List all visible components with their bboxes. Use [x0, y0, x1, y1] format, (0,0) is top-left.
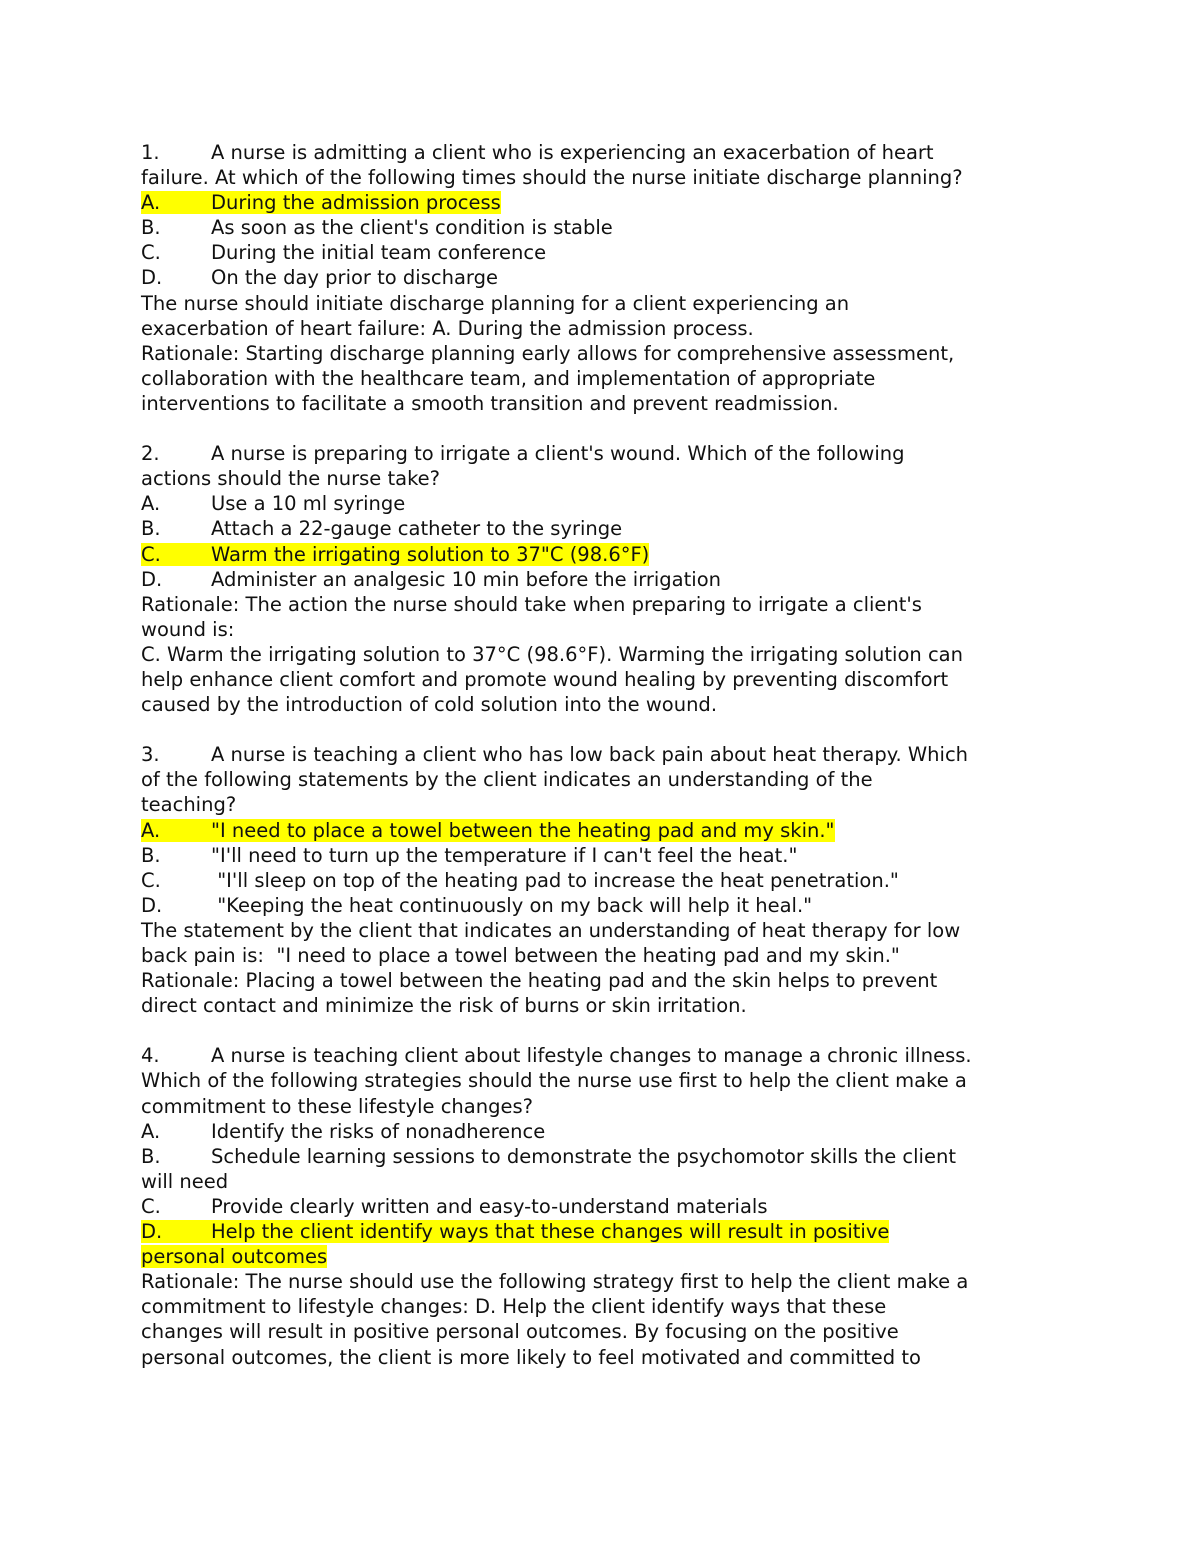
- answer-option-correct: [141, 1219, 1071, 1244]
- rationale-text: Rationale: The action the nurse should take when preparing to irrigate a client's: [141, 592, 922, 616]
- explanation-text: The nurse should initiate discharge planning for a client experiencing an: [141, 291, 850, 315]
- option-letter: B.: [141, 216, 161, 240]
- answer-option: [141, 1194, 1071, 1219]
- option-text: As soon as the client's condition is stable: [211, 216, 613, 240]
- explanation-text: back pain is: "I need to place a towel between the heating pad and my skin.": [141, 944, 900, 967]
- answer-option: [141, 868, 1071, 893]
- question-stem: Which of the following strategies should the nurse use first to help the client make a: [141, 1069, 967, 1093]
- answer-option-correct: [141, 190, 1071, 215]
- rationale-text: caused by the introduction of cold solution into the wound.: [141, 693, 718, 717]
- option-letter: D.: [141, 567, 163, 591]
- answer-option-continuation: [141, 1244, 1071, 1269]
- option-text: Identify the risks of nonadherence: [211, 1119, 546, 1143]
- paragraph-spacer: [141, 717, 1071, 742]
- option-text: Administer an analgesic 10 min before the irrigation: [211, 567, 721, 591]
- answer-option-continuation: will need: [141, 1169, 229, 1193]
- option-text: "I'll need to turn up the temperature if I can't feel the heat.": [211, 843, 798, 867]
- option-text: Schedule learning sessions to demonstrate the psychomotor skills the client: [211, 1144, 956, 1168]
- explanation-text: exacerbation of heart failure: A. During the admission process.: [141, 316, 754, 340]
- question-stem: failure. At which of the following times should the nurse initiate discharge planning?: [141, 166, 963, 190]
- option-text: Attach a 22-gauge catheter to the syringe: [211, 517, 623, 541]
- answer-option: [141, 843, 1071, 868]
- rationale-text: changes will result in positive personal outcomes. By focusing on the positive: [141, 1320, 899, 1344]
- question-stem-text: A nurse is preparing to irrigate a client's wound. Which of the following: [211, 442, 905, 466]
- rationale-text: Rationale: Starting discharge planning early allows for comprehensive assessment,: [141, 341, 955, 365]
- option-text: Help the client identify ways that these changes will result in positive: [211, 1220, 890, 1244]
- option-text: Warm the irrigating solution to 37"C (98.6°F): [211, 542, 650, 566]
- paragraph-spacer: [141, 416, 1071, 441]
- option-letter: C.: [141, 241, 161, 265]
- answer-option: [141, 491, 1071, 516]
- question-stem-text: A nurse is admitting a client who is experiencing an exacerbation of heart: [211, 141, 934, 164]
- rationale-text: Rationale: The nurse should use the following strategy first to help the client make a: [141, 1270, 969, 1294]
- answer-option: [141, 1144, 1071, 1169]
- question-number: 1.: [141, 141, 160, 164]
- option-text: During the admission process: [211, 191, 501, 215]
- option-letter: A.: [141, 492, 161, 516]
- option-letter: D.: [141, 266, 163, 290]
- question-2: [141, 441, 1071, 717]
- question-4: [141, 1043, 1071, 1369]
- rationale-text: commitment to lifestyle changes: D. Help the client identify ways that these: [141, 1295, 887, 1319]
- answer-option-correct: [141, 542, 1071, 567]
- answer-option: [141, 265, 1071, 290]
- question-number: 4.: [141, 1044, 160, 1068]
- question-number: 3.: [141, 743, 160, 767]
- option-text: Use a 10 ml syringe: [211, 492, 406, 516]
- question-stem: [141, 441, 1071, 466]
- option-letter: B.: [141, 517, 161, 541]
- question-stem: [141, 742, 1071, 767]
- answer-option-correct: [141, 818, 1071, 843]
- answer-option: [141, 893, 1071, 918]
- answer-option: [141, 240, 1071, 265]
- option-text: "I need to place a towel between the heating pad and my skin.": [211, 818, 835, 842]
- option-letter: C.: [141, 1194, 161, 1218]
- option-text: "Keeping the heat continuously on my back will help it heal.": [211, 893, 813, 917]
- option-text: "I'll sleep on top of the heating pad to increase the heat penetration.": [211, 868, 899, 892]
- question-1: [141, 140, 1071, 416]
- question-stem: [141, 1043, 1071, 1068]
- option-letter: A.: [141, 191, 161, 215]
- answer-option: [141, 215, 1071, 240]
- option-text: On the day prior to discharge: [211, 266, 498, 290]
- option-letter: D.: [141, 893, 163, 917]
- answer-option: [141, 516, 1071, 541]
- option-letter: C.: [141, 868, 161, 892]
- rationale-text: direct contact and minimize the risk of burns or skin irritation.: [141, 994, 747, 1018]
- question-stem: commitment to these lifestyle changes?: [141, 1094, 533, 1118]
- answer-option: [141, 567, 1071, 592]
- rationale-text: interventions to facilitate a smooth transition and prevent readmission.: [141, 391, 839, 415]
- question-number: 2.: [141, 442, 160, 466]
- option-letter: C.: [141, 542, 161, 566]
- question-stem-text: A nurse is teaching a client who has low back pain about heat therapy. Which: [211, 743, 969, 767]
- option-text: personal outcomes: [141, 1245, 328, 1269]
- option-letter: D.: [141, 1220, 163, 1244]
- question-stem-text: A nurse is teaching client about lifestyle changes to manage a chronic illness.: [211, 1044, 972, 1068]
- rationale-text: Rationale: Placing a towel between the heating pad and the skin helps to prevent: [141, 969, 938, 993]
- document-body: [141, 140, 1071, 1370]
- rationale-text: collaboration with the healthcare team, and implementation of appropriate: [141, 366, 876, 390]
- rationale-text: C. Warm the irrigating solution to 37°C (98.6°F). Warming the irrigating solution can: [141, 642, 963, 666]
- rationale-text: help enhance client comfort and promote wound healing by preventing discomfort: [141, 667, 949, 691]
- option-text: Provide clearly written and easy-to-understand materials: [211, 1194, 768, 1218]
- option-letter: A.: [141, 818, 161, 842]
- explanation-text: The statement by the client that indicates an understanding of heat therapy for low: [141, 918, 961, 942]
- question-3: [141, 742, 1071, 1018]
- question-stem: [141, 140, 1071, 165]
- paragraph-spacer: [141, 1018, 1071, 1043]
- option-text: During the initial team conference: [211, 241, 547, 265]
- rationale-text: personal outcomes, the client is more likely to feel motivated and committed to: [141, 1345, 921, 1369]
- rationale-text: wound is:: [141, 617, 235, 641]
- answer-option: [141, 1119, 1071, 1144]
- option-letter: A.: [141, 1119, 161, 1143]
- question-stem: teaching?: [141, 793, 237, 817]
- question-stem: actions should the nurse take?: [141, 467, 441, 491]
- option-letter: B.: [141, 1144, 161, 1168]
- question-stem: of the following statements by the client indicates an understanding of the: [141, 768, 873, 792]
- option-letter: B.: [141, 843, 161, 867]
